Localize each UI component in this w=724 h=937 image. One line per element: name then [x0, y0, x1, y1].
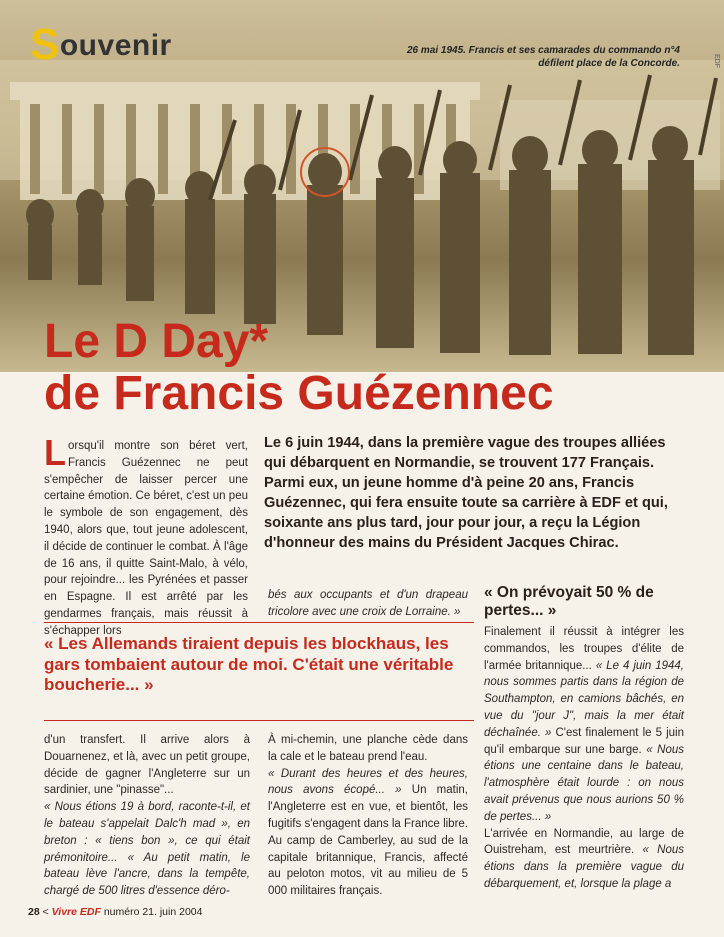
col2-bottom-a: À mi-chemin, une planche cède dans la cale et le bateau prend l'eau.	[268, 734, 468, 763]
magazine-brand: Vivre EDF	[51, 906, 101, 918]
col2-bottom-b: « Durant des heures et des heures, nous avons écopé... »	[268, 767, 468, 797]
issue-info: numéro 21. juin 2004	[103, 906, 203, 918]
column-2-top: bés aux occupants et d'un drapeau tricolore avec une croix de Lorraine. »	[268, 589, 468, 618]
column-1-top	[44, 432, 248, 640]
photo-caption: 26 mai 1945. Francis et ses camarades du commando n°4 défilent place de la Concorde.	[406, 45, 680, 69]
rubric-rest: ouvenir	[59, 29, 172, 62]
section-rubric	[30, 20, 172, 70]
footer-separator: <	[42, 906, 49, 918]
column-2-bottom	[268, 732, 468, 900]
article-title	[44, 316, 684, 420]
section-subhead: « On prévoyait 50 % de pertes... »	[484, 584, 654, 619]
col2-bottom-c: Un matin, l'Angleterre est en vue, et bientôt, les fugitifs s'engagent dans la France libre. Au camp de Camberley, au sud de la capitale britannique, Francis, affecté au peloton motos, vit au milieu de 5 000 militaires français.	[268, 784, 469, 898]
article-lead: Le 6 juin 1944, dans la première vague des troupes alliées qui débarquent en Normandie, se trouvent 177 Français. Parmi eux, un jeune homme d'à peine 20 ans, Francis Guézennec, qui fera ensuite toute sa carrière à EDF et qui, soixante ans plus tard, jour pour jour, a reçu la Légion d'honneur des mains du Président Jacques Chirac.	[264, 435, 668, 551]
col3-p2-quote: « Nous étions une centaine dans le bateau, l'atmosphère était lourde : on nous avait prévenus que nous aurions 50 % de pertes... »	[484, 743, 684, 823]
col3-p1-quote: « Le 4 juin 1944, nous sommes partis dans la région de Southampton, en camions bâchés, en vue du "jour J", mais la mer était déchaînée. »	[484, 659, 684, 739]
column-3	[484, 624, 684, 893]
column-1-bottom	[44, 732, 250, 900]
page-footer	[28, 906, 202, 918]
pullquote-rule-bottom	[44, 720, 474, 721]
title-line-2: de Francis Guézennec	[44, 367, 554, 420]
col1-top-text: orsqu'il montre son béret vert, Francis Guézennec ne peut s'empêcher de laisser percer une certaine émotion. Ce béret, c'est un peu le symbole de son engagement, dès 1940, alors que, tout jeune adolescent, il décide de continuer le combat. À l'âge de 16 ans, il quitte Saint-Malo, à vélo, pour rejoindre... les Pyrénées et passer en Espagne. Il est arrêté par les gendarmes français, mais réussit à s'échapper lors	[44, 440, 248, 637]
col1-bottom-b: « Nous étions 19 à bord, raconte-t-il, et le bateau s'appelait Dalc'h mad », en breton : « tiens bon », ce qui était prémonitoire... « Au petit matin, le bateau lève l'ancre, dans la tempête, chargé de 500 litres d'essence déro-	[44, 801, 250, 898]
col3-p3: L'arrivée en Normandie, au large de Ouistreham, est meurtrière.	[484, 827, 684, 857]
pullquote-rule-top	[44, 622, 474, 623]
drop-cap: L	[44, 432, 66, 473]
page-number: 28	[28, 906, 40, 918]
col3-p2: C'est finalement le 5 juin qu'il embarque sur une barge.	[484, 726, 684, 756]
side-tag: EDF	[713, 54, 720, 68]
rubric-cap: S	[30, 20, 60, 69]
pullquote: « Les Allemands tiraient depuis les blockhaus, les gars tombaient autour de moi. C'était une véritable boucherie... »	[44, 634, 454, 694]
col1-bottom-a: d'un transfert. Il arrive alors à Douarnenez, et là, avec un petit groupe, décide de gagner l'Angleterre sur un sardinier, une "pinasse"...	[44, 734, 250, 797]
col3-p3-quote: « Nous étions dans la première vague du débarquement, et, lorsque la plage a	[484, 844, 684, 890]
col3-p1: Finalement il réussit à intégrer les commandos, les troupes d'élite de l'armée britannique...	[484, 626, 684, 672]
title-line-1: Le D Day*	[44, 315, 269, 368]
